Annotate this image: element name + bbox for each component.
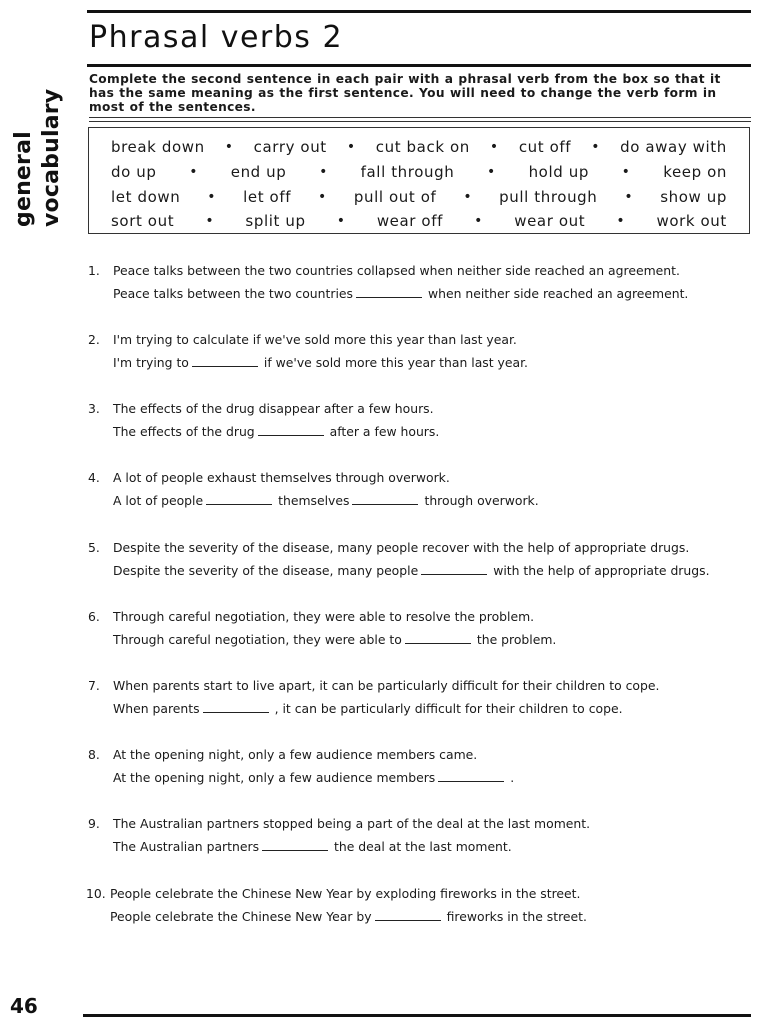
bullet-icon: • [346, 139, 356, 155]
answer-blank[interactable] [352, 494, 418, 505]
rewrite-sentence: At the opening night, only a few audience members . [113, 770, 515, 785]
word-box-item: let off [243, 188, 292, 206]
word-box-item: wear off [376, 212, 443, 230]
bullet-icon: • [474, 213, 484, 229]
bullet-icon: • [624, 189, 634, 205]
bullet-icon: • [319, 164, 328, 180]
bullet-icon: • [336, 213, 346, 229]
exercise-number: 5. [88, 540, 100, 555]
exercise-number: 8. [88, 747, 100, 762]
exercise-number: 3. [88, 401, 100, 416]
word-box-item: do away with [620, 138, 727, 156]
word-box-item: pull through [499, 188, 598, 206]
word-box-row [111, 209, 727, 233]
original-sentence: Through careful negotiation, they were able to resolve the problem. [113, 609, 535, 624]
bullet-icon: • [318, 189, 327, 205]
rewrite-sentence: People celebrate the Chinese New Year by fireworks in the street. [110, 909, 587, 924]
rewrite-sentence: When parents , it can be particularly difficult for their children to cope. [113, 701, 623, 716]
exercise-number: 10. [86, 886, 106, 901]
answer-blank[interactable] [258, 425, 324, 436]
word-box-item: do up [111, 163, 157, 181]
bullet-icon: • [205, 213, 215, 229]
word-box-item: let down [111, 188, 181, 206]
word-box-row [111, 135, 727, 159]
answer-blank[interactable] [203, 702, 269, 713]
word-box-item: carry out [253, 138, 327, 156]
word-box-item: split up [245, 212, 306, 230]
answer-blank[interactable] [192, 356, 258, 367]
exercise-number: 4. [88, 470, 100, 485]
original-sentence: The Australian partners stopped being a part of the deal at the last moment. [113, 816, 591, 831]
word-box-item: cut back on [375, 138, 470, 156]
exercise-number: 1. [88, 263, 100, 278]
word-box-row [111, 185, 727, 209]
bullet-icon: • [621, 164, 631, 180]
word-box-item: cut off [518, 138, 572, 156]
bottom-rule [83, 1014, 751, 1017]
word-box-row [111, 160, 727, 184]
rewrite-sentence: Through careful negotiation, they were able to the problem. [113, 632, 557, 647]
word-box-item: end up [230, 163, 287, 181]
original-sentence: When parents start to live apart, it can be particularly difficult for their children to cope. [113, 678, 660, 693]
rewrite-sentence: Despite the severity of the disease, many people with the help of appropriate drugs. [113, 563, 710, 578]
exercise-number: 6. [88, 609, 100, 624]
word-box-item: wear out [514, 212, 586, 230]
page-title: Phrasal verbs 2 [89, 20, 344, 55]
rewrite-sentence: The Australian partners the deal at the last moment. [113, 839, 512, 854]
bullet-icon: • [189, 164, 199, 180]
divider-rule [89, 117, 751, 118]
original-sentence: A lot of people exhaust themselves through overwork. [113, 470, 450, 485]
word-box-item: work out [656, 212, 727, 230]
word-box-item: show up [660, 188, 727, 206]
bullet-icon: • [207, 189, 217, 205]
word-box-item: sort out [111, 212, 175, 230]
answer-blank[interactable] [405, 633, 471, 644]
top-rule [87, 10, 751, 13]
original-sentence: Peace talks between the two countries collapsed when neither side reached an agreement. [113, 263, 680, 278]
bullet-icon: • [487, 164, 496, 180]
exercise-number: 7. [88, 678, 100, 693]
bullet-icon: • [591, 139, 601, 155]
answer-blank[interactable] [262, 840, 328, 851]
word-box-item: pull out of [353, 188, 437, 206]
section-label: general vocabulary [11, 88, 64, 227]
phrasal-verb-box [88, 127, 750, 234]
instructions: Complete the second sentence in each pair with a phrasal verb from the box so that it has the same meaning as the first sentence. You will need to change the verb form in most of the sentences. [89, 72, 721, 114]
rewrite-sentence: Peace talks between the two countries when neither side reached an agreement. [113, 286, 689, 301]
answer-blank[interactable] [206, 494, 272, 505]
bullet-icon: • [224, 139, 234, 155]
bullet-icon: • [463, 189, 473, 205]
page-number: 46 [10, 994, 38, 1018]
original-sentence: Despite the severity of the disease, many people recover with the help of appropriate drugs. [113, 540, 690, 555]
answer-blank[interactable] [375, 910, 441, 921]
bullet-icon: • [489, 139, 499, 155]
divider-rule [89, 121, 751, 122]
original-sentence: I'm trying to calculate if we've sold more this year than last year. [113, 332, 517, 347]
title-rule [87, 64, 751, 67]
exercise-number: 2. [88, 332, 100, 347]
rewrite-sentence: The effects of the drug after a few hours. [113, 424, 440, 439]
answer-blank[interactable] [421, 564, 487, 575]
word-box-item: break down [111, 138, 205, 156]
bullet-icon: • [616, 213, 626, 229]
rewrite-sentence: I'm trying to if we've sold more this year than last year. [113, 355, 528, 370]
word-box-item: hold up [528, 163, 589, 181]
original-sentence: The effects of the drug disappear after a few hours. [113, 401, 434, 416]
exercise-number: 9. [88, 816, 100, 831]
original-sentence: At the opening night, only a few audience members came. [113, 747, 478, 762]
word-box-item: fall through [360, 163, 455, 181]
answer-blank[interactable] [356, 287, 422, 298]
word-box-item: keep on [663, 163, 727, 181]
original-sentence: People celebrate the Chinese New Year by exploding fireworks in the street. [110, 886, 581, 901]
rewrite-sentence: A lot of people themselves through overwork. [113, 493, 539, 508]
answer-blank[interactable] [438, 771, 504, 782]
